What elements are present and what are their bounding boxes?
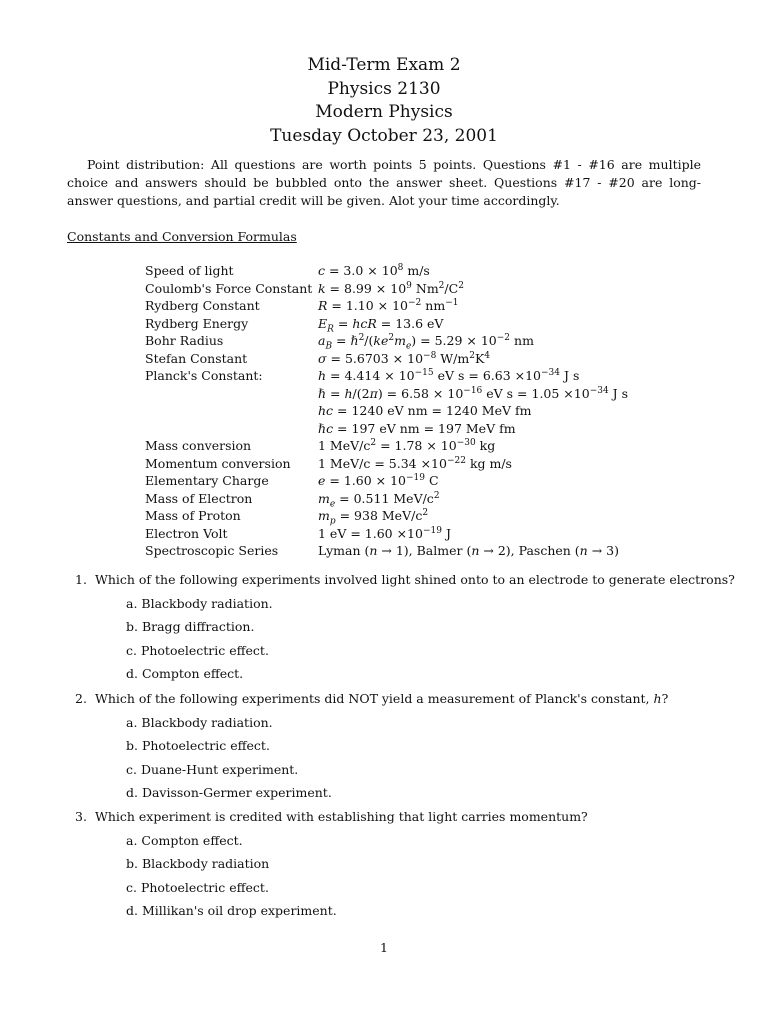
constant-row — [145, 472, 628, 490]
constant-row — [145, 385, 628, 403]
constant-value: ℏ = $h/(2\pi) = 6.58 \times 10^{-16}$ eV $s = 1.05 \times 10^{-34}$ J s — [318, 385, 629, 401]
answer-choice-c: c. Photoelectric effect. — [126, 879, 269, 895]
constant-value: $R = 1.10 \times 10^{-2}$ $nm^{-1}$ — [318, 297, 459, 313]
exam-date: Tuesday October 23, 2001 — [270, 125, 498, 146]
constant-name: Mass conversion — [145, 438, 252, 453]
answer-choices — [126, 829, 588, 922]
exam-title: Mid-Term Exam 2 — [307, 55, 461, 75]
constant-row — [145, 420, 628, 438]
question-number: 3. — [75, 809, 87, 824]
question-stem — [75, 808, 588, 826]
constant-value: 1 MeV/$c^2 = 1.78 \times 10^{-30}$ kg — [318, 437, 496, 453]
constant-value: $E_R$ = hcR = 13.6 eV — [318, 315, 444, 334]
constant-row — [145, 455, 628, 473]
constant-row — [145, 490, 628, 508]
exam-title-block — [0, 54, 768, 148]
answer-choice-d: d. Millikan's oil drop experiment. — [126, 902, 337, 918]
constant-value: 1 $MeV/c = 5.34 \times 10^{-22}$ kg m/s — [318, 455, 512, 471]
constant-value: $e = 1.60 \times 10^{-19}$ C — [318, 472, 439, 488]
question-number: 1. — [75, 572, 87, 587]
constant-name — [145, 385, 318, 403]
constant-row — [145, 332, 628, 350]
constant-row — [145, 350, 628, 368]
question-text: Which of the following experiments involved light shined onto to an electrode to generate electrons? — [94, 572, 735, 587]
constant-name: Coulomb's Force Constant — [145, 280, 313, 296]
constant-row — [145, 367, 628, 385]
constant-name: Electron Volt — [145, 525, 228, 541]
answer-choice-d: d. Compton effect. — [126, 665, 244, 681]
answer-choice-b: b. Blackbody radiation — [126, 856, 270, 872]
constant-row — [145, 262, 628, 280]
constant-value: ℏc = 197 eV nm = 197 MeV fm — [318, 420, 516, 436]
constant-name: Mass of Proton — [145, 508, 241, 523]
question-text: Which of the following experiments did NOT yield a measurement of Planck's constant, — [94, 691, 654, 706]
question-2 — [75, 690, 668, 804]
answer-choice-d: d. Davisson-Germer experiment. — [126, 784, 332, 800]
question-stem — [75, 690, 668, 708]
constant-row — [145, 315, 628, 333]
question-1 — [75, 571, 735, 685]
constant-name: Spectroscopic Series — [145, 543, 279, 558]
constant-row — [145, 507, 628, 525]
constant-value: $k = 8.99 \times 10^9$ $Nm^2/C^2$ — [318, 280, 464, 296]
answer-choices — [126, 592, 735, 685]
point-distribution-paragraph: Point distribution: All questions are worth points 5 points. Questions #1 - #16 are multiple choice and answers should be bubbled onto the answer sheet. Questions #17 - #20 are long-answer questions, and partial credit will be given. Alot your time accordingly. — [67, 157, 701, 208]
question-text: Which experiment is credited with establishing that light carries momentum? — [94, 809, 588, 824]
constant-name: Stefan Constant — [145, 350, 248, 366]
constant-value: hc = 1240 eV nm = 1240 MeV fm — [318, 403, 532, 418]
answer-choice-c: c. Duane-Hunt experiment. — [126, 761, 299, 777]
constant-name: Mass of Electron — [145, 490, 253, 506]
question-stem — [75, 571, 735, 589]
constant-name: Bohr Radius — [145, 333, 224, 348]
constant-value: 1 eV = $1.60 \times 10^{-19}$ J — [318, 525, 451, 541]
answer-choice-b: b. Photoelectric effect. — [126, 738, 270, 754]
constant-value: $c = 3.0 \times 10^8$ m/s — [318, 262, 430, 278]
constants-table — [145, 262, 628, 560]
constant-name: Elementary Charge — [145, 473, 269, 488]
constant-value: Lyman (n → 1), Balmer (n → 2), Paschen (n → 3) — [318, 543, 619, 558]
question-text-end: ? — [661, 691, 669, 706]
constant-name: Momentum conversion — [145, 455, 291, 471]
constant-row — [145, 542, 628, 560]
constant-name: Speed of light — [145, 263, 234, 278]
answer-choice-c: c. Photoelectric effect. — [126, 642, 269, 658]
constant-row — [145, 437, 628, 455]
answer-choice-b: b. Bragg diffraction. — [126, 619, 255, 635]
constant-value: $m_p = 938$ MeV/$c^2$ — [318, 507, 429, 527]
question-3 — [75, 808, 588, 922]
constant-value: $\sigma = 5.6703 \times 10^{-8}$ $W/m^2K^4$ — [318, 350, 491, 366]
question-variable: h — [653, 691, 662, 706]
constant-name: Rydberg Energy — [145, 315, 249, 331]
constant-row — [145, 280, 628, 298]
answer-choice-a: a. Blackbody radiation. — [126, 596, 273, 611]
constant-value: $a_B$ = $\hbar^2/(ke^2m_e) = 5.29 \times 10^{-2}$ nm — [318, 332, 534, 352]
constants-heading: Constants and Conversion Formulas — [67, 229, 297, 244]
constant-value: $m_e = 0.511$ MeV/$c^2$ — [318, 490, 440, 509]
constant-name: Rydberg Constant — [145, 298, 260, 313]
page-number: 1 — [380, 940, 388, 955]
answer-choice-a: a. Compton effect. — [126, 833, 243, 848]
answer-choices — [126, 711, 668, 804]
answer-choice-a: a. Blackbody radiation. — [126, 715, 273, 730]
course-number: Physics 2130 — [327, 78, 441, 99]
question-number: 2. — [75, 691, 87, 706]
constant-name — [145, 420, 318, 438]
constant-name: Planck's Constant: — [145, 368, 263, 383]
constant-name — [145, 402, 318, 420]
course-name: Modern Physics — [315, 102, 453, 122]
constant-row — [145, 402, 628, 420]
constant-row — [145, 525, 628, 543]
constant-value: $h = 4.414 \times 10^{-15}$ eV $s = 6.63 \times 10^{-34}$ J s — [318, 367, 580, 383]
constant-row — [145, 297, 628, 315]
